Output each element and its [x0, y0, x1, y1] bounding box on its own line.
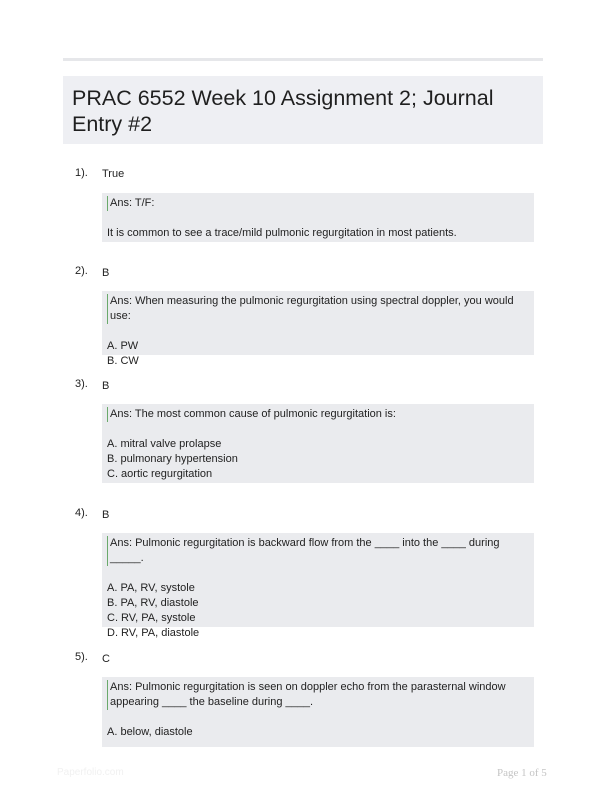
- question-5-option-a: A. below, diastole: [107, 726, 193, 738]
- question-2-answer: B: [102, 267, 110, 279]
- question-1-answer: True: [102, 168, 125, 180]
- question-4-prompt: Ans: Pulmonic regurgitation is backward flow from the ____ into the ____ during _____.: [107, 536, 526, 566]
- question-2-box: [102, 291, 534, 367]
- question-4-option-c: C. RV, PA, systole: [107, 612, 196, 624]
- question-4-box: [102, 533, 534, 639]
- question-5-answer: C: [102, 653, 110, 665]
- question-5-box: [102, 677, 534, 747]
- top-divider: [63, 58, 543, 61]
- question-2-number: 2).: [75, 265, 88, 277]
- question-1-number: 1).: [75, 167, 88, 179]
- footer-watermark: Paperfolio.com: [57, 767, 124, 778]
- question-3-number: 3).: [75, 378, 88, 390]
- question-4-option-a: A. PA, RV, systole: [107, 582, 195, 594]
- question-5-number: 5).: [75, 651, 88, 663]
- question-1-statement: It is common to see a trace/mild pulmonic regurgitation in most patients.: [107, 227, 457, 239]
- question-4-answer: B: [102, 509, 110, 521]
- question-3-answer: B: [102, 380, 110, 392]
- question-3-option-c: C. aortic regurgitation: [107, 468, 213, 480]
- question-2-option-b: B. CW: [107, 355, 139, 367]
- question-2-option-a: A. PW: [107, 340, 139, 352]
- question-5-prompt: Ans: Pulmonic regurgitation is seen on doppler echo from the parasternal window appearing ____ the baseline during ____.: [107, 680, 526, 710]
- question-1-prompt: Ans: T/F:: [107, 196, 526, 211]
- page-number: Page 1 of 5: [497, 767, 547, 779]
- page-title: PRAC 6552 Week 10 Assignment 2; Journal Entry #2: [72, 86, 494, 136]
- title-block: [63, 76, 543, 144]
- question-4-option-b: B. PA, RV, diastole: [107, 597, 199, 609]
- question-1-box: [102, 193, 534, 242]
- question-4-option-d: D. RV, PA, diastole: [107, 627, 200, 639]
- question-4-number: 4).: [75, 507, 88, 519]
- question-2-prompt: Ans: When measuring the pulmonic regurgitation using spectral doppler, you would use:: [107, 294, 526, 324]
- question-3-option-a: A. mitral valve prolapse: [107, 438, 222, 450]
- question-3-prompt: Ans: The most common cause of pulmonic regurgitation is:: [107, 407, 526, 422]
- question-3-box: [102, 404, 534, 483]
- question-3-option-b: B. pulmonary hypertension: [107, 453, 238, 465]
